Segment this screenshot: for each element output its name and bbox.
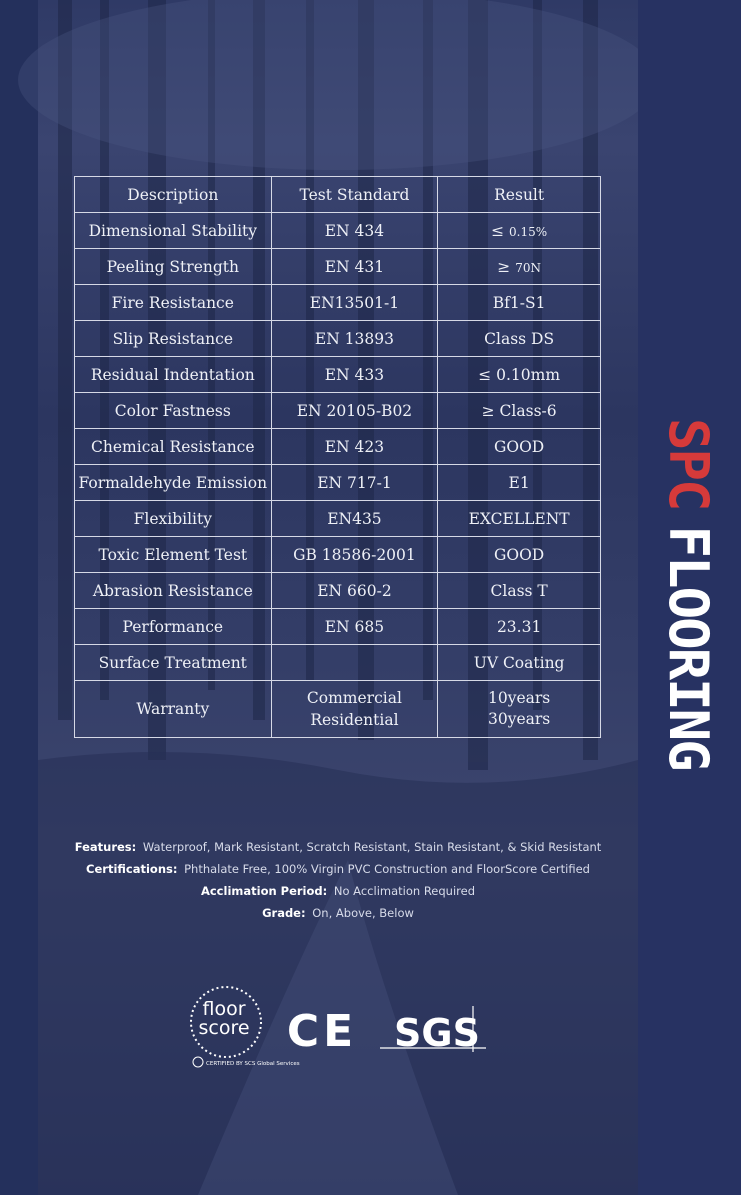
- row-standard: EN435: [271, 501, 438, 537]
- row-standard: EN 431: [271, 249, 438, 285]
- row-standard: [271, 681, 438, 738]
- result-value: 70N: [515, 260, 541, 275]
- row-description: Performance: [75, 609, 272, 645]
- row-description: Peeling Strength: [75, 249, 272, 285]
- result-value: 0.15%: [509, 224, 548, 239]
- row-description: Chemical Resistance: [75, 429, 272, 465]
- row-standard: EN 20105-B02: [271, 393, 438, 429]
- row-result: ≤ 0.10mm: [438, 357, 601, 393]
- header-description: Description: [75, 177, 272, 213]
- row-description: Fire Resistance: [75, 285, 272, 321]
- row-description: Residual Indentation: [75, 357, 272, 393]
- result-symbol: ≤: [491, 221, 505, 240]
- row-standard: EN 434: [271, 213, 438, 249]
- side-title-spc: SPC: [657, 418, 720, 510]
- row-result: EXCELLENT: [438, 501, 601, 537]
- row-standard: GB 18586-2001: [271, 537, 438, 573]
- row-description: Toxic Element Test: [75, 537, 272, 573]
- table-row: [75, 501, 601, 537]
- table-row: [75, 321, 601, 357]
- row-description: Color Fastness: [75, 393, 272, 429]
- row-result: GOOD: [438, 429, 601, 465]
- table-row: [75, 537, 601, 573]
- header-test-standard: Test Standard: [271, 177, 438, 213]
- product-features: [38, 836, 638, 924]
- row-result: [438, 213, 601, 249]
- row-result: E1: [438, 465, 601, 501]
- table-row: [75, 465, 601, 501]
- warranty-commercial-years: 10years: [488, 689, 551, 707]
- row-result: Bf1-S1: [438, 285, 601, 321]
- row-result: Class DS: [438, 321, 601, 357]
- floorscore-logo: [191, 987, 300, 1067]
- table-row: [75, 393, 601, 429]
- row-description: Slip Resistance: [75, 321, 272, 357]
- table-row: [75, 429, 601, 465]
- row-description: Formaldehyde Emission: [75, 465, 272, 501]
- row-standard: EN 660-2: [271, 573, 438, 609]
- row-result: [438, 681, 601, 738]
- table-row: [75, 573, 601, 609]
- row-result: Class T: [438, 573, 601, 609]
- row-standard: EN 423: [271, 429, 438, 465]
- table-header-row: [75, 177, 601, 213]
- warranty-residential-years: 30years: [488, 710, 551, 728]
- side-title-flooring: FLOORING: [657, 525, 720, 770]
- header-result: Result: [438, 177, 601, 213]
- table-row: [75, 285, 601, 321]
- features-line: Features: Waterproof, Mark Resistant, Scratch Resistant, Stain Resistant, & Skid Resistant: [74, 840, 602, 854]
- row-standard: EN 433: [271, 357, 438, 393]
- warranty-commercial: Commercial: [306, 689, 402, 707]
- row-description: Warranty: [75, 681, 272, 738]
- row-result: ≥ Class-6: [438, 393, 601, 429]
- row-standard: [271, 645, 438, 681]
- ce-logo: [287, 1006, 357, 1057]
- row-standard: EN 717-1: [271, 465, 438, 501]
- row-description: Surface Treatment: [75, 645, 272, 681]
- table-row: [75, 249, 601, 285]
- row-standard: EN13501-1: [271, 285, 438, 321]
- side-title-vertical: [657, 418, 720, 838]
- table-row-warranty: [75, 681, 601, 738]
- table-row: [75, 645, 601, 681]
- svg-text:score: score: [198, 1017, 250, 1039]
- sgs-logo: [380, 1006, 486, 1055]
- table-row: [75, 609, 601, 645]
- svg-text:SGS: SGS: [394, 1011, 480, 1055]
- table-row: [75, 213, 601, 249]
- warranty-residential: Residential: [310, 711, 399, 729]
- row-description: Abrasion Resistance: [75, 573, 272, 609]
- grade-line: Grade: On, Above, Below: [262, 906, 414, 920]
- row-result: 23.31: [438, 609, 601, 645]
- row-description: Flexibility: [75, 501, 272, 537]
- row-description: Dimensional Stability: [75, 213, 272, 249]
- spec-table: [74, 176, 601, 738]
- result-symbol: ≥: [497, 257, 511, 276]
- svg-text:SPCFLOORING: [657, 418, 720, 770]
- certification-logos: [180, 990, 500, 1070]
- row-result: GOOD: [438, 537, 601, 573]
- svg-text:floor: floor: [202, 998, 246, 1020]
- row-result: UV Coating: [438, 645, 601, 681]
- row-result: [438, 249, 601, 285]
- table-row: [75, 357, 601, 393]
- svg-text:CE: CE: [286, 1006, 358, 1057]
- certifications-line: Certifications: Phthalate Free, 100% Virgin PVC Construction and FloorScore Certified: [86, 862, 590, 876]
- acclimation-line: Acclimation Period: No Acclimation Required: [200, 884, 476, 898]
- svg-text:CERTIFIED BY SCS Global Servic: CERTIFIED BY SCS Global Services: [206, 1061, 300, 1067]
- row-standard: EN 685: [271, 609, 438, 645]
- row-standard: EN 13893: [271, 321, 438, 357]
